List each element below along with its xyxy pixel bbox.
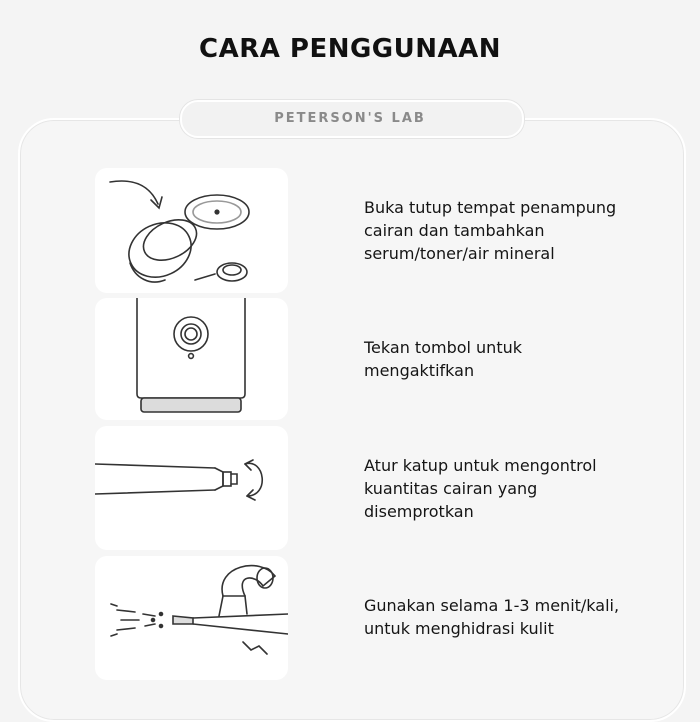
adjust-valve-icon: [95, 426, 288, 550]
step-4-line-1: Gunakan selama 1-3 menit/kali,: [364, 596, 620, 615]
page-title: CARA PENGGUNAAN: [198, 34, 502, 64]
step-2-image: [95, 298, 288, 420]
power-button-icon: [95, 298, 288, 420]
spray-nozzle-icon: [95, 556, 288, 680]
step-1-line-2: cairan dan tambahkan: [364, 221, 545, 240]
step-4-text: [364, 594, 664, 640]
step-1-image: [95, 168, 288, 293]
step-3-text: [364, 454, 664, 523]
step-3-line-3: disemprotkan: [364, 502, 474, 521]
brand-logo-text: PETERSON'S LAB: [274, 111, 426, 126]
step-2-text: [364, 336, 664, 382]
step-4-image: [95, 556, 288, 680]
step-1-text: [364, 196, 664, 265]
open-lid-icon: [95, 168, 288, 293]
step-1-line-3: serum/toner/air mineral: [364, 244, 555, 263]
step-4-line-2: untuk menghidrasi kulit: [364, 619, 554, 638]
step-2-line-1: Tekan tombol untuk: [364, 338, 522, 357]
step-3-line-2: kuantitas cairan yang: [364, 479, 538, 498]
step-3-image: [95, 426, 288, 550]
step-2-line-2: mengaktifkan: [364, 361, 475, 380]
step-1-line-1: Buka tutup tempat penampung: [364, 198, 617, 217]
step-3-line-1: Atur katup untuk mengontrol: [364, 456, 597, 475]
